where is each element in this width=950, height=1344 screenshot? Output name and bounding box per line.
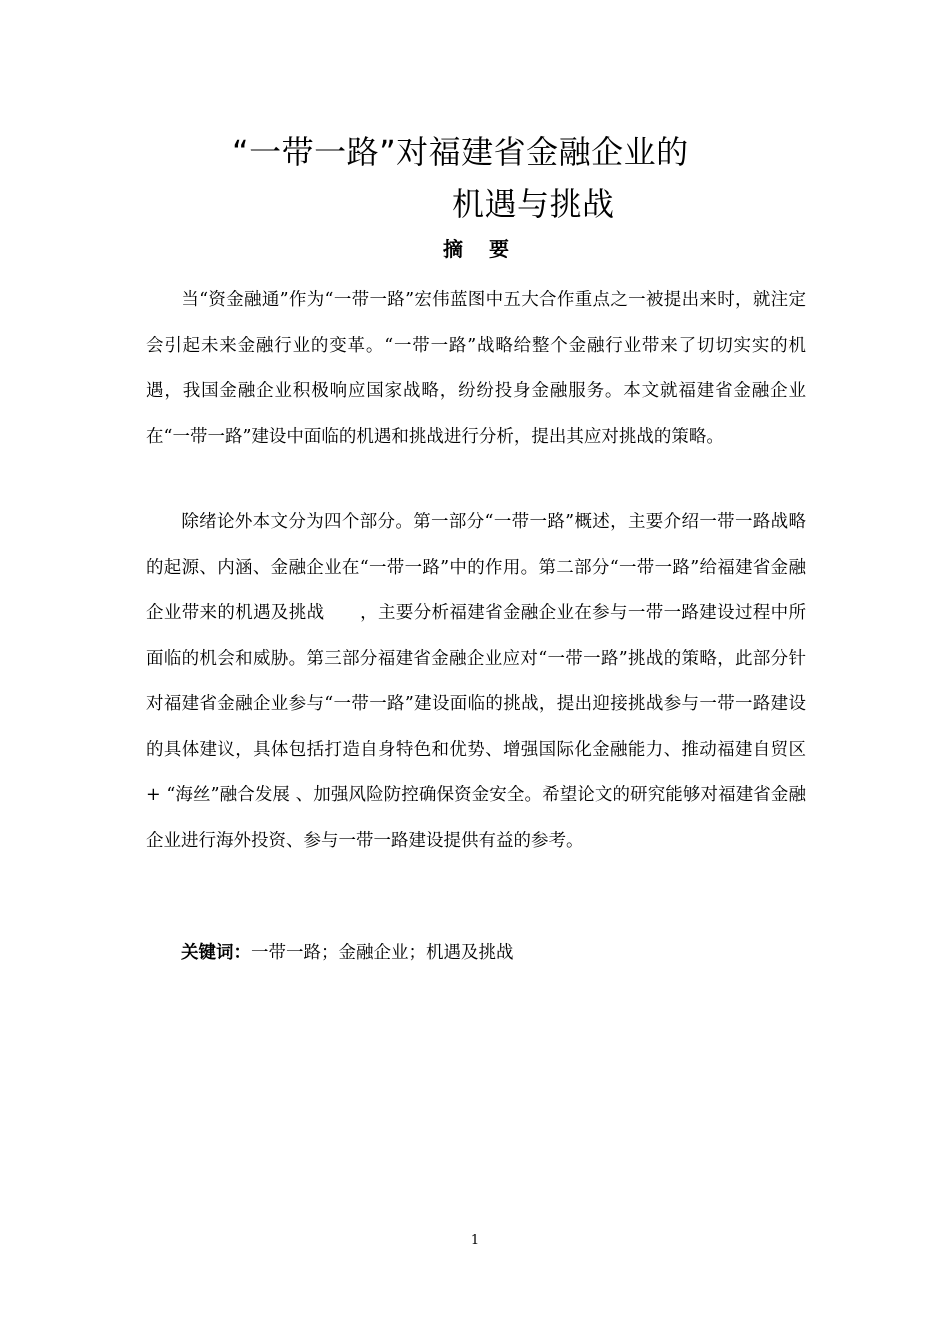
abstract-heading: 摘要: [443, 237, 535, 261]
title-line-1: “一带一路”对福建省金融企业的: [232, 133, 689, 171]
page-number: 1: [470, 1233, 480, 1248]
keywords-text: 一带一路；金融企业；机遇及挑战: [251, 943, 514, 963]
keywords-label: 关键词：: [181, 943, 251, 963]
paragraph-text: 除绪论外本文分为四个部分。第一部分“一带一路”概述，主要介绍一带一路战略的起源、内涵、金融企业在“一带一路”中的作用。第二部分“一带一路”给福建省金融企业带来的机遇及挑战 ，主要分析福建省金融企业在参与一带一路建设过程中所面临的机会和威胁。第三部分福建省金融企业应对“一带一路”挑战的策略，此部分针对福建省金融企业参与“一带一路”建设面临的挑战，提出迎接挑战参与一带一路建设的具体建议，具体包括打造自身特色和优势、增强国际化金融能力、推动福建自贸区+ “海丝”融合发展 、加强风险防控确保资金安全。希望论文的研究能够对福建省金融企业进行海外投资、参与一带一路建设提供有益的参考。: [146, 512, 806, 851]
paragraph-text: 当“资金融通”作为“一带一路”宏伟蓝图中五大合作重点之一被提出来时，就注定会引起未来金融行业的变革。“一带一路”战略给整个金融行业带来了切切实实的机遇，我国金融企业积极响应国家战略，纷纷投身金融服务。本文就福建省金融企业在“一带一路”建设中面临的机遇和挑战进行分析，提出其应对挑战的策略。: [146, 290, 806, 447]
abstract-paragraph-1: [146, 278, 806, 460]
abstract-paragraph-2: [146, 500, 806, 864]
keywords-line: [181, 940, 514, 966]
title-line-2: 机遇与挑战: [452, 185, 615, 223]
